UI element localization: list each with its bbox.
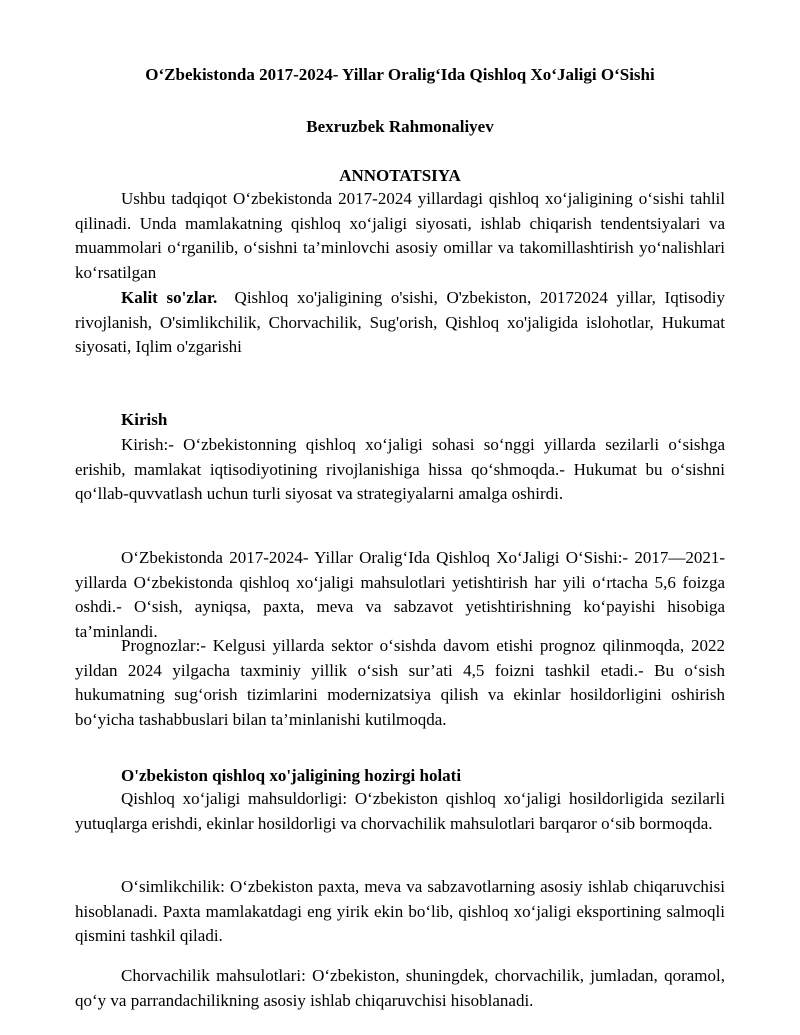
abstract-paragraph: Ushbu tadqiqot O‘zbekistonda 2017-2024 yillardagi qishloq xo‘jaligining o‘sishi tahlil qilinadi. Unda mamlakatning qishloq xo‘jaligi siyosati, ishlab chiqarish tendentsiyalari va muammolari o‘rganilib, o‘sishni ta’minlovchi asosiy omillar va takomillashtirish yo‘nalishlari ko‘rsatilgan [75, 189, 725, 282]
author-name: Bexruzbek Rahmonaliyev [306, 117, 494, 136]
keywords-label: Kalit so'zlar. [121, 288, 218, 307]
section2-paragraph-3: Chorvachilik mahsulotlari: O‘zbekiston, shuningdek, chorvachilik, jumladan, qoramol, qo‘y va parrandachilikning asosiy ishlab chiqaruvchisi hisoblanadi. [75, 966, 725, 1010]
abstract-heading: ANNOTATSIYA [339, 166, 461, 185]
intro-paragraph-3: Prognozlar:- Kelgusi yillarda sektor o‘sishda davom etishi prognoz qilinmoqda, 2022 yildan 2024 yilgacha taxminiy yillik o‘sish sur’ati 4,5 foizni tashkil etadi.- Bu o‘sish hukumatning sug‘orish tizimlarini modernizatsiya qilish va ekinlar hosildorligini oshirish bo‘yicha tashabbuslari bilan ta’minlanishi kutilmoqda. [75, 636, 725, 729]
section2-paragraph-1: Qishloq xo‘jaligi mahsuldorligi: O‘zbekiston qishloq xo‘jaligi hosildorligida sezilarli yutuqlarga erishdi, ekinlar hosildorligi va chorvachilik mahsulotlari barqaror o‘sib bormoqda. [75, 789, 725, 833]
intro-heading: Kirish [121, 410, 168, 429]
keywords-paragraph [75, 286, 725, 360]
section2-paragraph-2: O‘simlikchilik: O‘zbekiston paxta, meva va sabzavotlarning asosiy ishlab chiqaruvchisi hisoblanadi. Paxta mamlakatdagi eng yirik ekin bo‘lib, qishloq xo‘jaligi eksportining salmoqli qismini tashkil qiladi. [75, 877, 725, 945]
intro-paragraph-1: Kirish:- O‘zbekistonning qishloq xo‘jaligi sohasi so‘nggi yillarda sezilarli o‘sishga erishib, mamlakat iqtisodiyotining rivojlanishiga hissa qo‘shmoqda.- Hukumat bu o‘sishni qo‘llab-quvvatlash uchun turli siyosat va strategiyalarni amalga oshirdi. [75, 435, 725, 503]
keywords-text: Qishloq xo'jaligining o'sishi, O'zbekiston, 20172024 yillar, Iqtisodiy rivojlanish, O'simlikchilik, Chorvachilik, Sug'orish, Qishloq xo'jaligida islohotlar, Hukumat siyosati, Iqlim o'zgarishi [75, 288, 725, 356]
document-title: O‘Zbekistonda 2017-2024- Yillar Oralig‘Ida Qishloq Xo‘Jaligi O‘Sishi [145, 65, 655, 84]
section2-heading: O'zbekiston qishloq xo'jaligining hozirgi holati [121, 766, 462, 785]
intro-paragraph-2: O‘Zbekistonda 2017-2024- Yillar Oralig‘Ida Qishloq Xo‘Jaligi O‘Sishi:- 2017—2021-yillarda O‘zbekistonda qishloq xo‘jaligi mahsulotlari yetishtirish har yili o‘rtacha 5,6 foizga oshdi.- O‘sish, ayniqsa, paxta, meva va sabzavot yetishtirishning ko‘payishi hisobiga ta’minlandi. [75, 548, 725, 641]
